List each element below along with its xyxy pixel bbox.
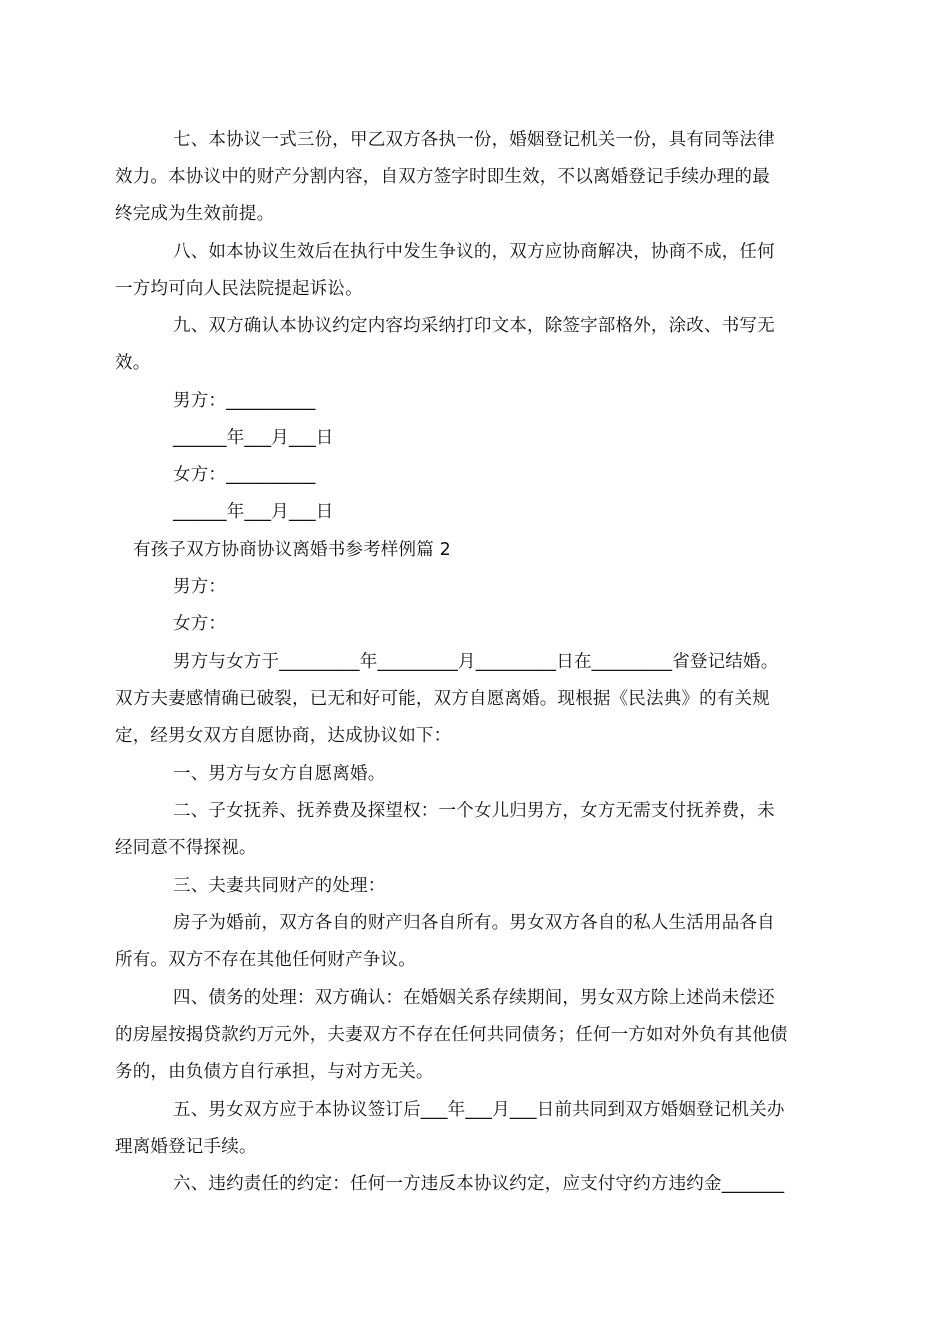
- clause-9-line-1: 九、双方确认本协议约定内容均采纳打印文本，除签字部格外，涂改、书写无: [173, 316, 775, 336]
- clause-7-line-1: 七、本协议一式三份，甲乙双方各执一份，婚姻登记机关一份，具有同等法律: [173, 130, 775, 150]
- clause-5-line-1: 五、男女双方应于本协议签订后___年___月___日前共同到双方婚姻登记机关办: [173, 1100, 785, 1120]
- clause-6-line-1: 六、违约责任的约定：任何一方违反本协议约定，应支付守约方违约金_______: [173, 1174, 785, 1194]
- section-heading: 有孩子双方协商协议离婚书参考样例篇 2: [133, 540, 451, 560]
- clause-5-line-2: 理离婚登记手续。: [115, 1137, 257, 1157]
- clause-1-line-1: 一、男方与女方自愿离婚。: [173, 764, 386, 784]
- clause-4-line-1: 四、债务的处理：双方确认：在婚姻关系存续期间，男女双方除上述尚未偿还: [173, 988, 775, 1008]
- clause-9-line-2: 效。: [115, 353, 151, 373]
- clause-3-line-3: 所有。双方不存在其他任何财产争议。: [115, 950, 416, 970]
- intro-line-2: 双方夫妻感情确已破裂，已无和好可能，双方自愿离婚。现根据《民法典》的有关规: [115, 689, 770, 709]
- intro-line-1: 男方与女方于_________年_________月_________日在_________省登记结婚。: [173, 652, 779, 672]
- male-signature-line: 男方：__________: [173, 391, 316, 411]
- clause-7-line-3: 终完成为生效前提。: [115, 204, 275, 224]
- clause-8-line-1: 八、如本协议生效后在执行中发生争议的，双方应协商解决，协商不成，任何: [173, 242, 775, 262]
- female-signature-line: 女方：__________: [173, 465, 316, 485]
- clause-2-line-2: 经同意不得探视。: [115, 838, 257, 858]
- clause-2-line-1: 二、子女抚养、抚养费及探望权：一个女儿归男方，女方无需支付抚养费，未: [173, 801, 775, 821]
- male-party-label: 男方：: [173, 577, 227, 597]
- clause-4-line-3: 务的，由负债方自行承担，与对方无关。: [115, 1062, 434, 1082]
- female-party-label: 女方：: [173, 614, 227, 634]
- intro-line-3: 定，经男女双方自愿协商，达成协议如下：: [115, 726, 452, 746]
- female-date-line: ______年___月___日: [173, 502, 334, 522]
- clause-4-line-2: 的房屋按揭贷款约万元外，夫妻双方不存在任何共同债务；任何一方如对外负有其他债: [115, 1025, 788, 1045]
- clause-7-line-2: 效力。本协议中的财产分割内容，自双方签字时即生效，不以离婚登记手续办理的最: [115, 167, 770, 187]
- clause-8-line-2: 一方均可向人民法院提起诉讼。: [115, 279, 363, 299]
- male-date-line: ______年___月___日: [173, 428, 334, 448]
- clause-3-line-1: 三、夫妻共同财产的处理：: [173, 876, 386, 896]
- clause-3-line-2: 房子为婚前，双方各自的财产归各自所有。男女双方各自的私人生活用品各自: [173, 913, 775, 933]
